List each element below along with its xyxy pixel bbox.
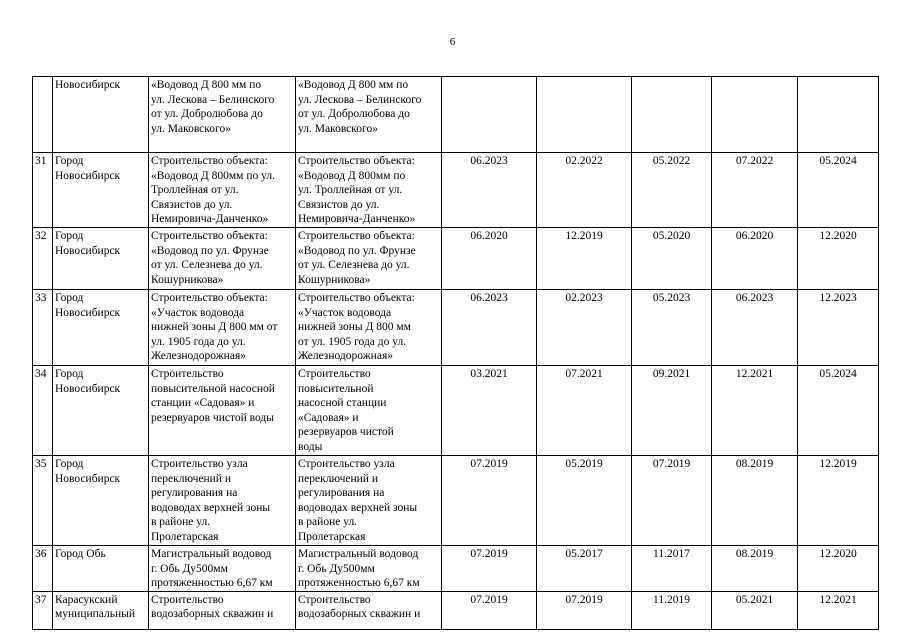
date-cell-3 <box>632 545 712 591</box>
municipality-cell <box>53 455 149 545</box>
date-cell-4 <box>712 365 798 455</box>
date-cell-2 <box>537 591 632 629</box>
date-cell-3 <box>632 153 712 228</box>
date-cell-4 <box>712 455 798 545</box>
date-cell-1-text: 06.2020 <box>470 229 508 242</box>
table-row <box>33 289 879 365</box>
schedule-table <box>32 76 879 630</box>
date-cell-4-text: 05.2021 <box>735 593 774 606</box>
object-cell-text: Строительство объекта: «Водовод Д 800мм по ул. Троллейная от ул. Связистов до ул. Немировича-Данченко» <box>151 155 275 226</box>
object-full-cell-text: Строительство объекта: «Водовод Д 800мм по ул. Троллейная от ул. Связистов до ул. Немировича-Данченко» <box>298 155 416 226</box>
object-full-cell <box>296 153 442 228</box>
municipality-cell <box>53 591 149 629</box>
date-cell-4 <box>712 289 798 365</box>
municipality-cell <box>53 227 149 289</box>
date-cell-5-text: 12.2021 <box>819 593 857 606</box>
municipality-cell <box>53 153 149 228</box>
row-number <box>33 153 53 228</box>
object-cell <box>149 365 296 455</box>
date-cell-1 <box>442 153 537 228</box>
municipality-cell <box>53 77 149 153</box>
date-cell-3 <box>632 77 712 153</box>
date-cell-3-text: 09.2021 <box>652 367 691 380</box>
table-row <box>33 545 879 591</box>
municipality-cell-text: Новосибирск <box>55 79 121 91</box>
municipality-cell-text: Город Новосибирск <box>55 367 121 395</box>
row-number <box>33 289 53 365</box>
date-cell-1-text: 06.2023 <box>470 155 508 167</box>
date-cell-2 <box>537 545 632 591</box>
date-cell-4-text: 08.2019 <box>735 547 774 560</box>
object-full-cell-text: Строительство узла переключений и регулирования на водоводах верхней зоны в районе ул. Пролетарская <box>298 457 418 543</box>
municipality-cell-text: Город Новосибирск <box>55 229 121 257</box>
object-full-cell-text: Строительство повысительной насосной станции «Садовая» и резервуаров чистой воды <box>298 367 394 453</box>
date-cell-4-text: 08.2019 <box>735 457 774 470</box>
object-cell <box>149 289 296 365</box>
date-cell-3-text: 05.2022 <box>652 155 691 167</box>
row-number-text: 32 <box>35 229 47 242</box>
table-row <box>33 455 879 545</box>
date-cell-3 <box>632 289 712 365</box>
municipality-cell-text: Город Новосибирск <box>55 155 121 182</box>
object-cell <box>149 227 296 289</box>
municipality-cell <box>53 289 149 365</box>
object-full-cell <box>296 77 442 153</box>
date-cell-1-text: 07.2019 <box>470 593 508 606</box>
object-cell <box>149 77 296 153</box>
object-full-cell <box>296 289 442 365</box>
object-cell-text: Магистральный водовод г. Обь Ду500мм протяженностью 6,67 км <box>151 547 273 590</box>
date-cell-5 <box>798 153 879 228</box>
date-cell-2-text: 05.2019 <box>565 457 603 470</box>
object-cell-text: Строительство объекта: «Участок водовода нижней зоны Д 800 мм от ул. 1905 года до ул. Железнодорожная» <box>151 291 278 363</box>
date-cell-5 <box>798 289 879 365</box>
page-number: 6 <box>449 36 456 48</box>
object-full-cell-text: Строительство водозаборных скважин и <box>298 593 421 621</box>
date-cell-4 <box>712 227 798 289</box>
date-cell-4-text: 07.2022 <box>735 155 774 167</box>
date-cell-1 <box>442 545 537 591</box>
municipality-cell-text: Город Обь <box>55 547 106 560</box>
date-cell-4-text: 06.2020 <box>735 229 774 242</box>
date-cell-1-text: 07.2019 <box>470 457 508 470</box>
object-full-cell-text: Строительство объекта: «Водовод по ул. Фрунзе от ул. Селезнева до ул. Кошурникова» <box>298 229 416 286</box>
date-cell-5-text: 12.2023 <box>819 291 857 304</box>
date-cell-5 <box>798 227 879 289</box>
date-cell-1 <box>442 365 537 455</box>
row-number-text: 33 <box>35 291 47 304</box>
municipality-cell-text: Город Новосибирск <box>55 457 121 485</box>
table-row <box>33 591 879 629</box>
municipality-cell-text: Город Новосибирск <box>55 291 121 319</box>
date-cell-4 <box>712 591 798 629</box>
date-cell-4 <box>712 77 798 153</box>
date-cell-2-text: 07.2019 <box>565 593 603 606</box>
date-cell-1-text: 06.2023 <box>470 291 508 304</box>
row-number-text: 35 <box>35 457 47 470</box>
object-cell-text: Строительство водозаборных скважин и <box>151 593 274 621</box>
date-cell-3-text: 07.2019 <box>652 457 691 470</box>
object-cell-text: Строительство узла переключений и регулирования на водоводах верхней зоны в районе ул. Пролетарская <box>151 457 271 543</box>
date-cell-1-text: 03.2021 <box>470 367 508 380</box>
date-cell-5 <box>798 545 879 591</box>
date-cell-2 <box>537 289 632 365</box>
date-cell-3-text: 11.2017 <box>653 547 690 560</box>
object-cell <box>149 591 296 629</box>
table-body <box>33 77 879 630</box>
row-number <box>33 77 53 153</box>
date-cell-3-text: 05.2023 <box>652 291 691 304</box>
date-cell-1 <box>442 591 537 629</box>
row-number <box>33 591 53 629</box>
date-cell-5-text: 05.2024 <box>819 155 857 167</box>
date-cell-3 <box>632 365 712 455</box>
table-row <box>33 77 879 153</box>
date-cell-1 <box>442 227 537 289</box>
date-cell-4 <box>712 545 798 591</box>
object-full-cell <box>296 227 442 289</box>
date-cell-3-text: 11.2019 <box>653 593 690 606</box>
date-cell-3 <box>632 227 712 289</box>
table-row <box>33 365 879 455</box>
object-cell <box>149 153 296 228</box>
object-cell-text: Строительство объекта: «Водовод по ул. Фрунзе от ул. Селезнева до ул. Кошурникова» <box>151 229 269 286</box>
date-cell-1 <box>442 289 537 365</box>
date-cell-2 <box>537 365 632 455</box>
row-number-text: 34 <box>35 367 47 380</box>
date-cell-2-text: 07.2021 <box>565 367 603 380</box>
date-cell-2-text: 02.2023 <box>565 291 603 304</box>
row-number <box>33 227 53 289</box>
date-cell-1 <box>442 455 537 545</box>
date-cell-2 <box>537 227 632 289</box>
date-cell-5-text: 12.2019 <box>819 457 857 470</box>
row-number <box>33 365 53 455</box>
object-cell <box>149 455 296 545</box>
object-cell-text: Строительство повысительной насосной станции «Садовая» и резервуаров чистой воды <box>151 367 275 424</box>
object-full-cell <box>296 591 442 629</box>
object-full-cell <box>296 545 442 591</box>
date-cell-5-text: 12.2020 <box>819 547 857 560</box>
date-cell-2-text: 12.2019 <box>565 229 603 242</box>
object-full-cell <box>296 455 442 545</box>
object-full-cell-text: Строительство объекта: «Участок водовода нижней зоны Д 800 мм от ул. 1905 года до ул. Железнодорожная» <box>298 291 415 363</box>
object-cell <box>149 545 296 591</box>
date-cell-5-text: 12.2020 <box>819 229 857 242</box>
date-cell-5 <box>798 591 879 629</box>
row-number-text: 36 <box>35 547 47 560</box>
date-cell-5-text: 05.2024 <box>819 367 857 380</box>
date-cell-1-text: 07.2019 <box>470 547 508 560</box>
date-cell-2 <box>537 153 632 228</box>
date-cell-4-text: 06.2023 <box>735 291 774 304</box>
date-cell-3 <box>632 591 712 629</box>
date-cell-5 <box>798 365 879 455</box>
object-full-cell <box>296 365 442 455</box>
row-number-text: 37 <box>35 593 47 606</box>
row-number-text: 31 <box>35 155 47 167</box>
municipality-cell <box>53 545 149 591</box>
row-number <box>33 545 53 591</box>
municipality-cell-text: Карасукский муниципальный <box>55 593 136 621</box>
date-cell-1 <box>442 77 537 153</box>
date-cell-3-text: 05.2020 <box>652 229 691 242</box>
municipality-cell <box>53 365 149 455</box>
table-row <box>33 153 879 228</box>
date-cell-4-text: 12.2021 <box>735 367 774 380</box>
date-cell-2 <box>537 455 632 545</box>
row-number <box>33 455 53 545</box>
object-cell-text: «Водовод Д 800 мм по ул. Лескова – Белинского от ул. Добролюбова до ул. Маковского» <box>151 79 275 135</box>
date-cell-5 <box>798 455 879 545</box>
date-cell-5 <box>798 77 879 153</box>
date-cell-2 <box>537 77 632 153</box>
date-cell-4 <box>712 153 798 228</box>
object-full-cell-text: Магистральный водовод г. Обь Ду500мм протяженностью 6,67 км <box>298 547 420 590</box>
object-full-cell-text: «Водовод Д 800 мм по ул. Лескова – Белинского от ул. Добролюбова до ул. Маковского» <box>298 79 422 135</box>
table-row <box>33 227 879 289</box>
date-cell-2-text: 02.2022 <box>565 155 603 167</box>
date-cell-3 <box>632 455 712 545</box>
date-cell-2-text: 05.2017 <box>565 547 603 560</box>
